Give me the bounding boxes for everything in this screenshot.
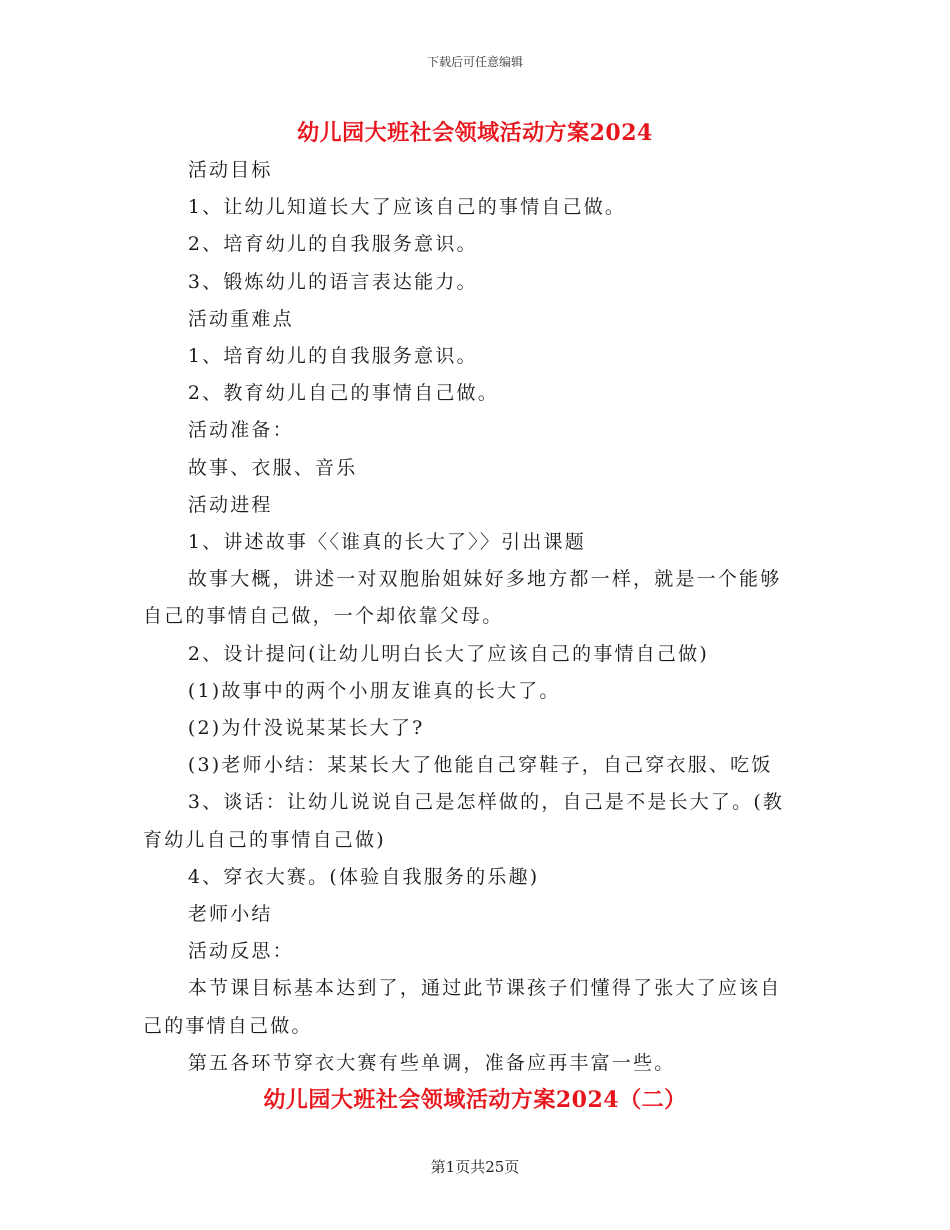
document-title: 幼儿园大班社会领域活动方案2024 [297, 120, 653, 146]
paragraph: 第五各环节穿衣大赛有些单调，准备应再丰富一些。 [187, 1051, 676, 1074]
section-heading-key-points: 活动重难点 [187, 307, 294, 330]
section-heading-preparation: 活动准备： [187, 419, 294, 442]
section-heading-reflection: 活动反思： [187, 940, 294, 963]
paragraph: 故事、衣服、音乐 [187, 456, 358, 479]
paragraph: 4、穿衣大赛。(体验自我服务的乐趣) [187, 865, 540, 888]
paragraph: (1)故事中的两个小朋友谁真的长大了。 [187, 679, 561, 702]
paragraph: 3、谈话：让幼儿说说自己是怎样做的，自己是不是长大了。(教育幼儿自己的事情自己做) [143, 791, 785, 851]
next-section-title: 幼儿园大班社会领域活动方案2024（二） [263, 1087, 687, 1113]
paragraph: 2、培育幼儿的自我服务意识。 [187, 233, 478, 256]
document-body [143, 152, 798, 1082]
paragraph: (2)为什没说某某长大了? [187, 717, 425, 740]
paragraph: 3、锻炼幼儿的语言表达能力。 [187, 270, 478, 293]
paragraph: 2、设计提问(让幼儿明白长大了应该自己的事情自己做) [187, 642, 709, 665]
paragraph: (3)老师小结：某某长大了他能自己穿鞋子，自己穿衣服、吃饭 [187, 754, 773, 777]
paragraph: 故事大概，讲述一对双胞胎姐妹好多地方都一样，就是一个能够自己的事情自己做，一个却依靠父母。 [143, 568, 782, 628]
paragraph: 1、讲述故事〈〈谁真的长大了〉〉引出课题 [187, 531, 586, 554]
paragraph: 1、培育幼儿的自我服务意识。 [187, 345, 478, 368]
paragraph: 老师小结 [187, 903, 273, 926]
page-number: 第1页共25页 [430, 1158, 520, 1176]
page-header: 下载后可任意编辑 [426, 55, 523, 69]
section-heading-goals: 活动目标 [187, 159, 273, 181]
section-heading-process: 活动进程 [187, 493, 273, 516]
paragraph: 本节课目标基本达到了，通过此节课孩子们懂得了张大了应该自己的事情自己做。 [143, 977, 782, 1037]
paragraph: 2、教育幼儿自己的事情自己做。 [187, 382, 499, 405]
paragraph: 1、让幼儿知道长大了应该自己的事情自己做。 [187, 196, 627, 219]
